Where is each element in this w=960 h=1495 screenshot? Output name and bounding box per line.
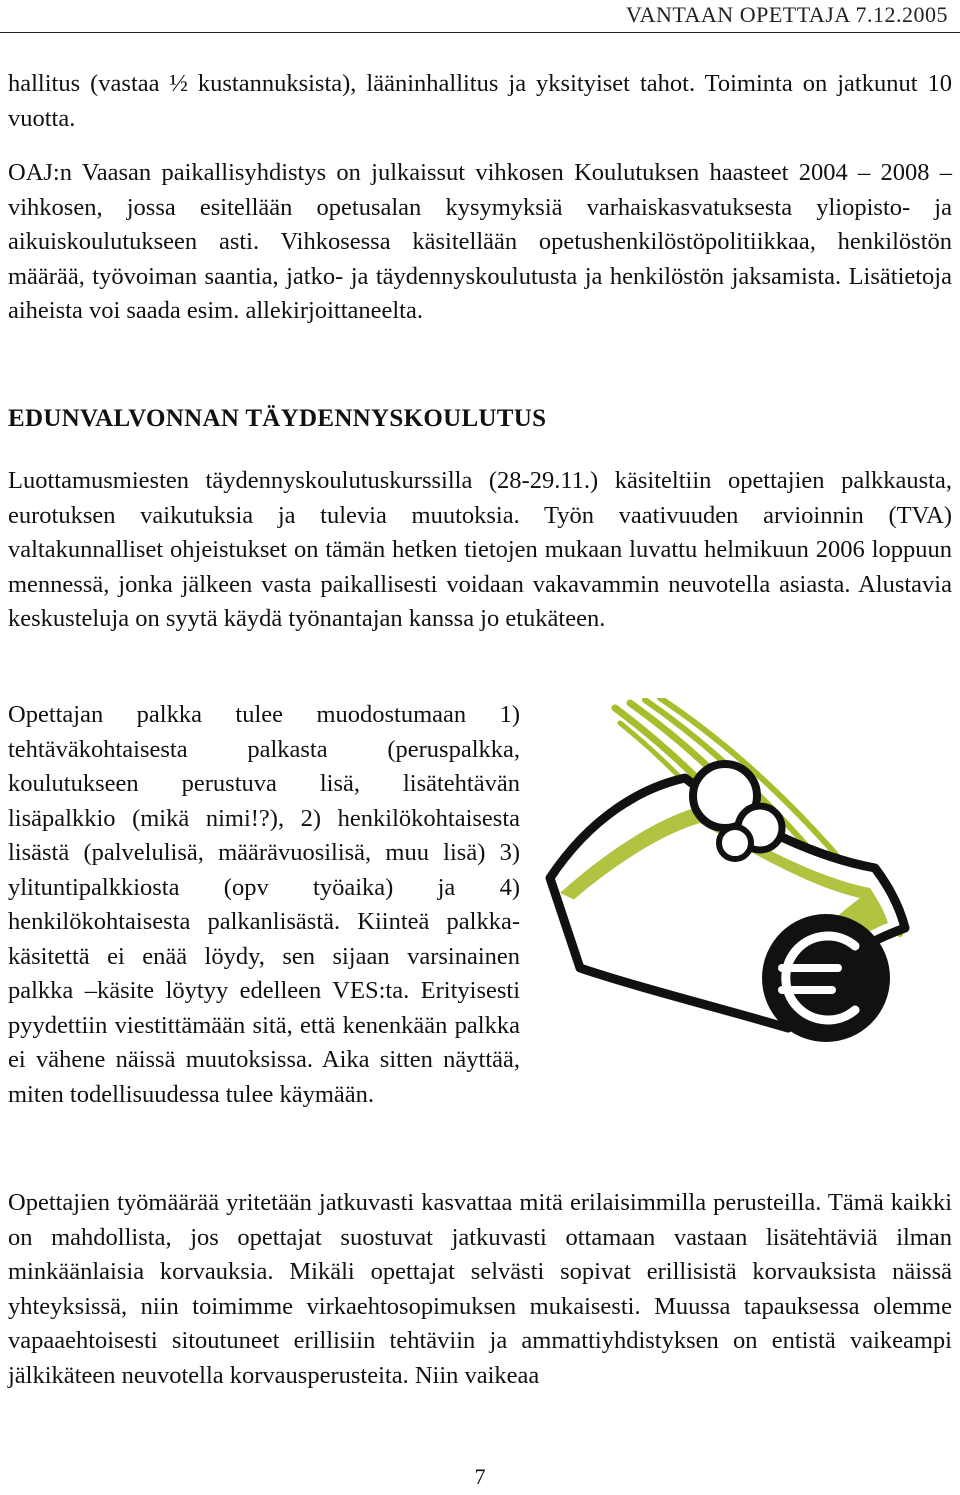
page-header — [0, 0, 960, 33]
wrapped-text-block — [8, 698, 952, 1112]
paragraph-1: hallitus (vastaa ½ kustannuksista), lääninhallitus ja yksityiset tahot. Toiminta on jatkunut 10 vuotta. — [8, 70, 952, 132]
paragraph-5: Opettajien työmäärää yritetään jatkuvasti kasvattaa mitä erilaisimmilla perusteilla. Tämä kaikki on mahdollista, jos opettajat suostuvat jatkuvasti ottamaan vastaan lisätehtäviä ilman minkäänlaisia korvauksia. Mikäli opettajat selvästi sopivat erillisistä korvauksista näissä yhteyksissä, niin toimimme virkaehtosopimuksen mukaisesti. Muussa tapauksessa olemme vapaaehtoisesti sitoutuneet erillisiin tehtäviin ja ammattiyhdistyksen on entistä vaikeampi jälkikäteen neuvotella korvausperusteita. Niin vaikeaa — [8, 1189, 952, 1389]
page-number: 7 — [474, 1464, 486, 1489]
section-heading: EDUNVALVONNAN TÄYDENNYSKOULUTUS — [8, 405, 547, 432]
header-publication: VANTAAN OPETTAJA 7.12.2005 — [626, 2, 948, 27]
paragraph-4: Opettajan palkka tulee muodostumaan 1) tehtäväkohtaisesta palkasta (peruspalkka, koulutukseen perustuva lisä, lisätehtävän lisäpalkkio (mikä nimi!?), 2) henkilökohtaisesta lisästä (palvelulisä, määrävuosilisä, muu lisä) 3) ylituntipalkkiosta (opv työaika) ja 4) henkilökohtaisesta palkanlisästä. Kiinteä palkka- käsitettä ei enää löydy, sen sijaan varsinainen palkka –käsite löytyy edelleen VES:ta. Erityisesti pyydettiin viestittämään sitä, että kenenkään palkka ei vähene näissä muutoksissa. Aika sitten näyttää, miten todellisuudessa tulee käymään. — [8, 701, 520, 1108]
euro-banknote-icon — [520, 698, 952, 1093]
paragraph-2: OAJ:n Vaasan paikallisyhdistys on julkaissut vihkosen Koulutuksen haasteet 2004 – 2008 –vihkosen, jossa esitellään opetusalan kysymyksiä varhaiskasvatuksesta yliopisto- ja aikuiskoulutukseen asti. Vihkosessa käsitellään opetushenkilöstöpolitiikkaa, henkilöstön määrää, työvoiman saantia, jatko- ja täydennyskoulutusta ja henkilöstön jaksamista. Lisätietoja aiheista voi saada esim. allekirjoittaneelta. — [8, 159, 952, 324]
paragraph-3: Luottamusmiesten täydennyskoulutuskurssilla (28-29.11.) käsiteltiin opettajien palkkausta, eurotuksen vaikutuksia ja tulevia muutoksia. Työn vaativuuden arvioinnin (TVA) valtakunnalliset ohjeistukset on tämän hetken tietojen mukaan luvattu helmikuun 2006 loppuun mennessä, jonka jälkeen vasta paikallisesti voidaan vakavammin neuvotella asiasta. Alustavia keskusteluja on syytä käydä työnantajan kanssa jo etukäteen. — [8, 467, 952, 632]
